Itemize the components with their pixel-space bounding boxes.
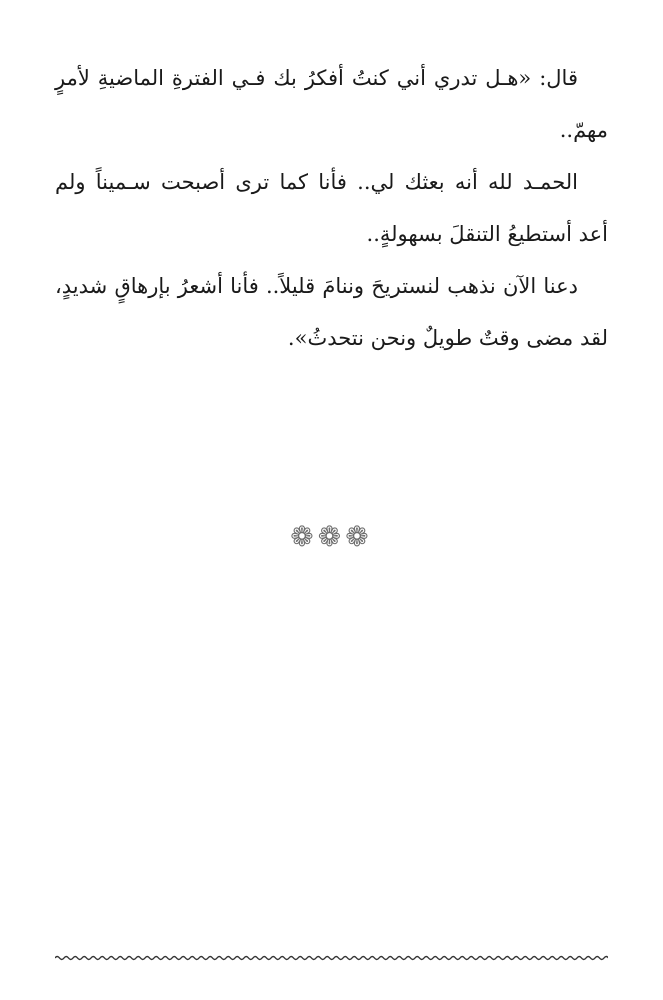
section-break-ornament: ❁❁❁ (290, 520, 373, 553)
paragraph-3: دعنا الآن نذهب لنستريحَ وننامَ قليلاً.. فأنا أشعرُ بإرهاقٍ شديدٍ، لقد مضى وقتٌ طويلٌ ونحن نتحدثُ». (55, 274, 608, 350)
paragraph-1: قال: «هـل تدري أني كنتُ أفكرُ بك فـي الفترةِ الماضيةِ لأمرٍ مهمّ.. (55, 66, 608, 142)
wavy-footer-rule (55, 950, 608, 966)
body-text (55, 52, 608, 364)
paragraph-2: الحمـد لله أنه بعثك لي.. فأنا كما ترى أصبحت سـميناً ولم أعد أستطيعُ التنقلَ بسهولةٍ.. (55, 170, 608, 246)
